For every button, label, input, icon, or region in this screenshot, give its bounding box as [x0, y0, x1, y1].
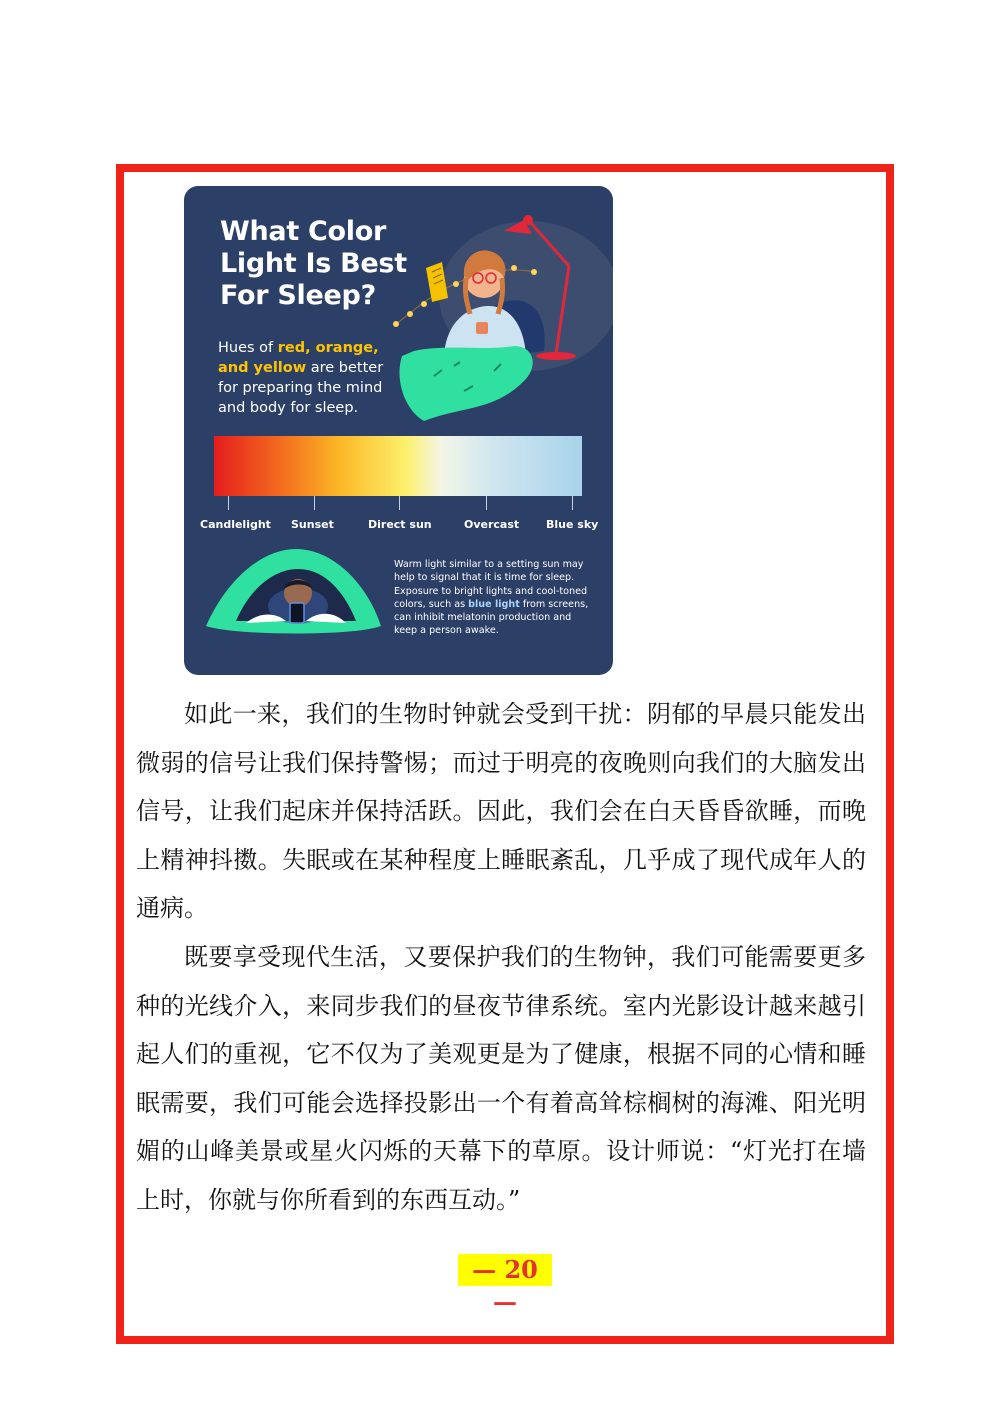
- sleep-light-infographic: [184, 186, 613, 675]
- reading-girl-illustration: [384, 206, 613, 431]
- scale-label-sunset: Sunset: [291, 518, 334, 531]
- color-temperature-bar: [214, 436, 582, 496]
- paragraph: 既要享受现代生活，又要保护我们的生物钟，我们可能需要更多种的光线介入，来同步我们的昼夜节律系统。室内光影设计越来越引起人们的重视，它不仅为了美观更是为了健康，根据不同的心情和睡眠需要，我们可能会选择投影出一个有着高耸棕榈树的海滩、阳光明媚的山峰美景或星火闪烁的天幕下的草原。设计师说：“灯光打在墙上时，你就与你所看到的东西互动。”: [136, 942, 866, 1214]
- infographic-title: What Color Light Is Best For Sleep?: [220, 216, 407, 311]
- tick: [228, 496, 229, 510]
- infographic-note: Warm light similar to a setting sun may help to signal that it is time for sleep. Exposure to bright lights and cool-toned colors, such as blue light from screens, can inhibit melatonin production and keep a person awake.: [394, 559, 589, 637]
- scale-label-overcast: Overcast: [464, 518, 520, 531]
- phone-under-blanket-illustration: [206, 541, 386, 641]
- warm-colors-highlight: red, orange, and yellow: [218, 340, 379, 376]
- tick: [314, 496, 315, 510]
- blue-light-highlight: blue light: [468, 598, 520, 610]
- article-body: [136, 690, 866, 1225]
- scale-label-candlelight: Candlelight: [200, 518, 271, 531]
- scale-label-blue-sky: Blue sky: [546, 518, 599, 531]
- tick: [399, 496, 400, 510]
- page-number: — 20 —: [458, 1254, 552, 1286]
- infographic-subtitle: Hues of red, orange, and yellow are better for preparing the mind and body for sleep.: [218, 340, 384, 416]
- tick: [486, 496, 487, 510]
- tick: [572, 496, 573, 510]
- scale-ticks: [184, 496, 613, 512]
- paragraph: 如此一来，我们的生物时钟就会受到干扰：阴郁的早晨只能发出微弱的信号让我们保持警惕；而过于明亮的夜晚则向我们的大脑发出信号，让我们起床并保持活跃。因此，我们会在白天昏昏欲睡，而晚上精神抖擞。失眠或在某种程度上睡眠紊乱，几乎成了现代成年人的通病。: [136, 700, 866, 923]
- scale-label-direct-sun: Direct sun: [368, 518, 432, 531]
